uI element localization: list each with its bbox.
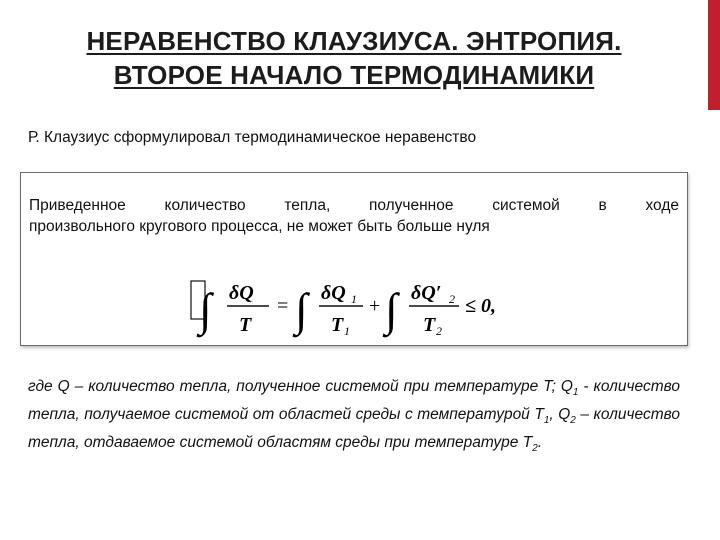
integral-sign: ∫ — [295, 284, 308, 335]
definition-line-2: произвольного кругового процесса, не может быть больше нуля — [29, 218, 490, 235]
den-2: T — [423, 314, 436, 336]
den-1: T — [331, 314, 344, 336]
explain-part-4: – количество тепла, отдаваемое системой областям среды при температуре T — [28, 406, 680, 452]
num-1-sub: 1 — [351, 292, 357, 306]
explain-sub-3: 2 — [570, 415, 576, 427]
den-2-sub: 2 — [436, 324, 442, 338]
definition-box — [20, 172, 688, 346]
den-1-sub: 1 — [344, 324, 350, 338]
num-2-sub: 2 — [449, 292, 455, 306]
den-main: T — [239, 314, 252, 336]
explain-sub-2: 1 — [543, 415, 550, 427]
explain-part-5: . — [537, 434, 543, 452]
slide-title — [20, 24, 688, 92]
num-2: δQ′ — [411, 282, 442, 304]
formula-svg — [189, 273, 509, 343]
integral-sign: ∫ — [385, 284, 398, 335]
equals-sign: = — [277, 295, 289, 317]
num-1: δQ — [321, 282, 346, 304]
clausius-formula — [189, 273, 509, 343]
explanation-text — [28, 376, 680, 460]
explain-part-1: где Q – количество тепла, полученное системой при температуре T; Q — [28, 378, 573, 395]
title-line-1: НЕРАВЕНСТВО КЛАУЗИУСА. ЭНТРОПИЯ. — [86, 26, 622, 56]
title-line-2: ВТОРОЕ НАЧАЛО ТЕРМОДИНАМИКИ — [113, 60, 595, 90]
explain-sub-4: 2 — [532, 443, 538, 455]
integral-sign: ∫ — [199, 284, 212, 335]
intro-text: Р. Клаузиус сформулировал термодинамическое неравенство — [28, 129, 477, 146]
definition-line-1: Приведенное количество тепла, полученное системой в ходе — [29, 197, 679, 214]
explain-part-3: , Q — [549, 406, 571, 424]
definition-text — [29, 195, 679, 237]
explain-sub-1: 1 — [572, 387, 579, 399]
relation: ≤ 0, — [465, 295, 496, 317]
num-main: δQ — [229, 282, 254, 304]
plus-sign: + — [369, 295, 381, 317]
explain-part-2: - количество тепла, получаемое системой от областей среды с температурой T — [28, 378, 680, 424]
accent-bar — [708, 0, 720, 110]
